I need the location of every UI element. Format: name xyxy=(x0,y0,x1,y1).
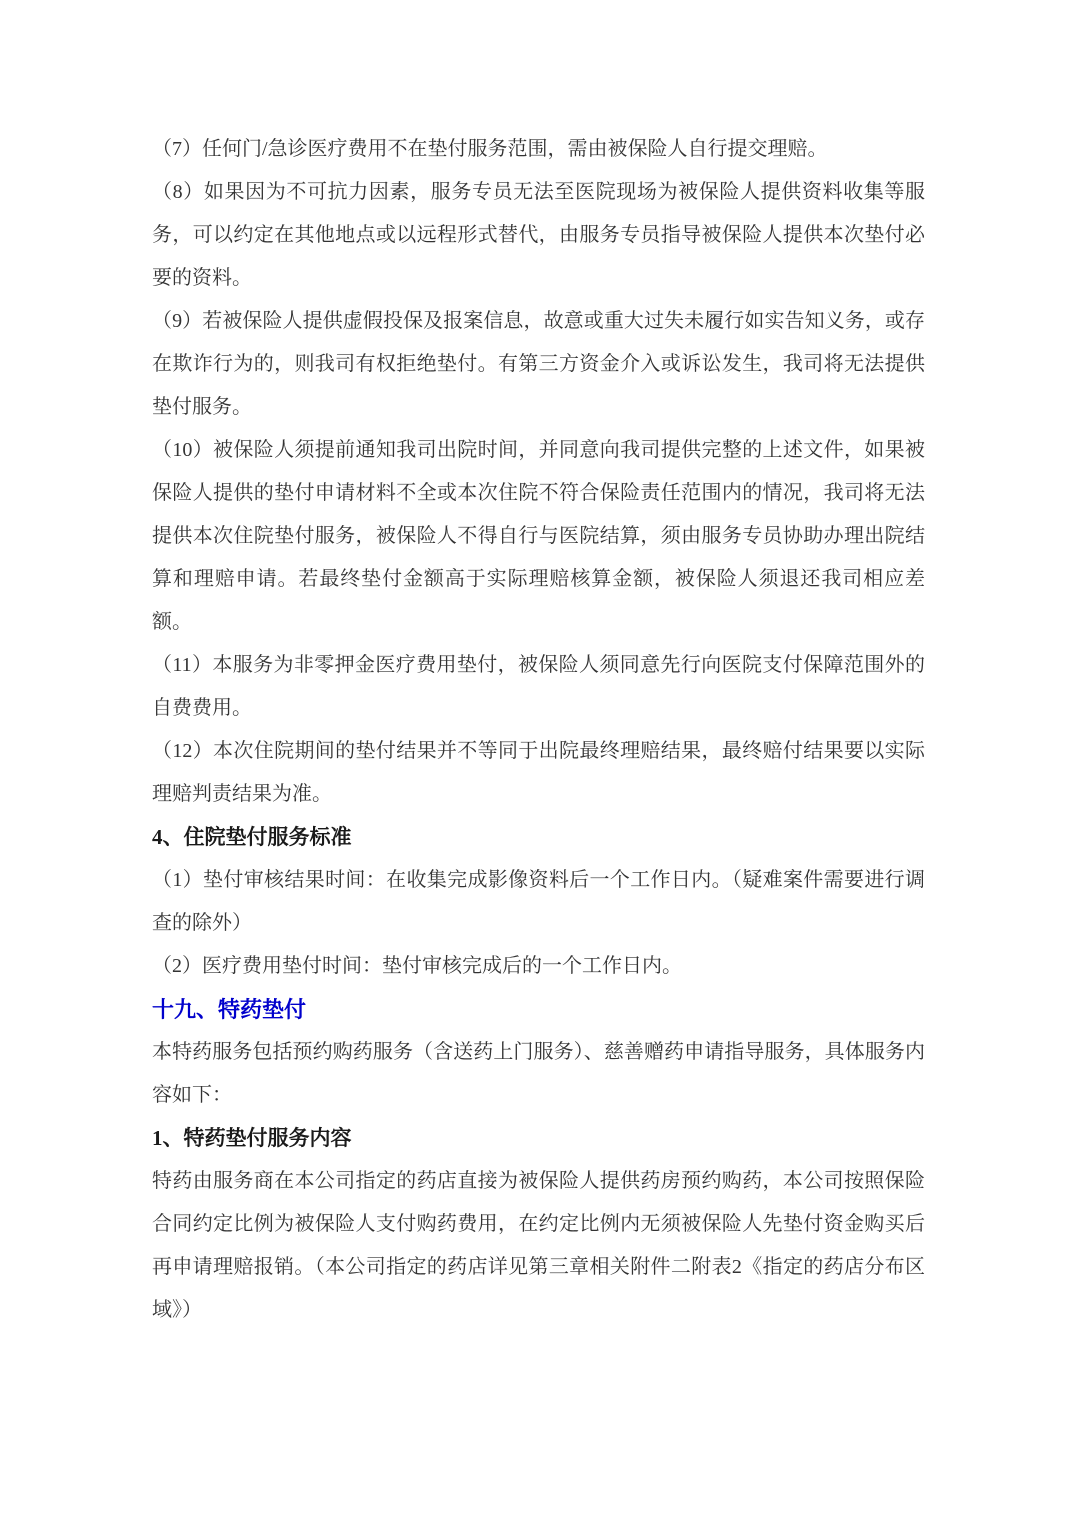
section19-body: 特药由服务商在本公司指定的药店直接为被保险人提供药房预约购药，本公司按照保险合同约定比例为被保险人支付购药费用，在约定比例内无须被保险人先垫付资金购买后再申请理赔报销。（本公司指定的药店详见第三章相关附件二附表2《指定的药店分布区域》） xyxy=(152,1170,925,1321)
clause-8: （8）如果因为不可抗力因素，服务专员无法至医院现场为被保险人提供资料收集等服务，可以约定在其他地点或以远程形式替代，由服务专员指导被保险人提供本次垫付必要的资料。 xyxy=(152,181,925,289)
clause-10: （10）被保险人须提前通知我司出院时间，并同意向我司提供完整的上述文件，如果被保险人提供的垫付申请材料不全或本次住院不符合保险责任范围内的情况，我司将无法提供本次住院垫付服务，被保险人不得自行与医院结算，须由服务专员协助办理出院结算和理赔申请。若最终垫付金额高于实际理赔核算金额，被保险人须退还我司相应差额。 xyxy=(152,439,925,633)
section4-item-2: （2）医疗费用垫付时间：垫付审核完成后的一个工作日内。 xyxy=(152,955,682,977)
section-heading-hospital-advance-standard: 4、住院垫付服务标准 xyxy=(152,825,352,849)
clause-12: （12）本次住院期间的垫付结果并不等同于出院最终理赔结果，最终赔付结果要以实际理赔判责结果为准。 xyxy=(152,740,925,805)
section4-item-1: （1）垫付审核结果时间：在收集完成影像资料后一个工作日内。（疑难案件需要进行调查的除外） xyxy=(152,869,925,934)
section19-sub-heading-service-content: 1、特药垫付服务内容 xyxy=(152,1126,352,1150)
section19-intro: 本特药服务包括预约购药服务（含送药上门服务）、慈善赠药申请指导服务，具体服务内容如下： xyxy=(152,1041,925,1106)
clause-7: （7）任何门/急诊医疗费用不在垫付服务范围，需由被保险人自行提交理赔。 xyxy=(152,138,828,160)
clause-11: （11）本服务为非零押金医疗费用垫付，被保险人须同意先行向医院支付保障范围外的自费费用。 xyxy=(152,654,925,719)
section-heading-special-drug-advance: 十九、特药垫付 xyxy=(152,997,307,1022)
clause-9: （9）若被保险人提供虚假投保及报案信息，故意或重大过失未履行如实告知义务，或存在欺诈行为的，则我司有权拒绝垫付。有第三方资金介入或诉讼发生，我司将无法提供垫付服务。 xyxy=(152,310,925,418)
